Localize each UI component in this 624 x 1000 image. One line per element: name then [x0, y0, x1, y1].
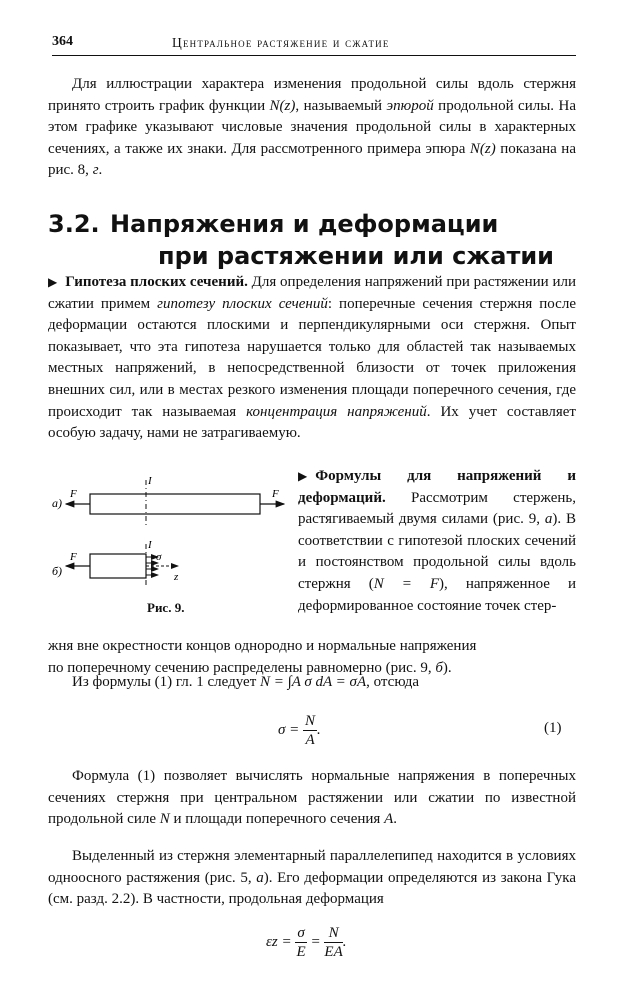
svg-text:F: F [70, 488, 77, 500]
triangle-marker-icon: ▶ [298, 469, 308, 483]
formulas-intro-paragraph: ▶ Формулы для напряжений и деформаций. Рассмотрим стержень, растягиваемый двумя силами (рис. 9, а). В соответствии с гипотезой плоских сечений и постоянством продольной силы вдоль стержня (N = F), напряженное и деформированное состояние точек стер- [298, 468, 577, 614]
equation-strain: εz = $\frac{\sigma}{E}$ = $\frac{N}{EA}$ . [266, 925, 347, 960]
svg-text:z: z [174, 571, 179, 583]
equation-1-number: (1) [544, 720, 562, 736]
intro-paragraph: Для иллюстрации характера изменения продольной силы вдоль стержня принято строить график функции N(z), называемый эпюрой продольной силы. На этом графике указывают числовые значения продольной силы в характерных сечениях, а также их знаки. Для рассмотренного примера эпюра N(z) показана на рис. 8, г. [48, 76, 576, 179]
svg-text:F: F [70, 551, 77, 563]
hypothesis-paragraph: ▶ Гипотеза плоских сечений. Для определения напряжений при растяжении или сжатии примем гипотезу плоских сечений: поперечные сечения стержня после деформации остаются плоскими и перпендикулярными оси стержня. Опыт показывает, что эта гипотеза нарушается только для областей так называемых местных напряжений, в непосредственной близости от точек приложения внешних сил, или в местах резкого изменения площади поперечного сечения, где происходит так называемая концентрация напряжений. Их учет составляет особую задачу, нами не затрагиваемую. [48, 274, 576, 442]
svg-text:F: F [272, 488, 279, 500]
svg-text:б): б) [52, 564, 63, 578]
term-epura: эпюрой [386, 97, 434, 114]
section-number: 3.2. [48, 210, 100, 238]
bar-a [90, 494, 260, 514]
section-title-line2: при растяжении или сжатии [158, 242, 554, 270]
hypothesis-heading: Гипотеза плоских сечений. [65, 274, 248, 290]
svg-text:I: I [148, 475, 152, 487]
figure-caption: Рис. 9. [147, 600, 185, 615]
running-header [52, 34, 576, 56]
formula-use-paragraph: Формула (1) позволяет вычислять нормальные напряжения в поперечных сечениях стержня при центральном растяжении или сжатии по известной продольной силе N и площади поперечного сечения A. [48, 768, 576, 828]
svg-text:σ: σ [156, 551, 162, 563]
header-rule [52, 55, 576, 56]
diagram-a [52, 475, 284, 528]
running-title: Центральное растяжение и сжатие [172, 35, 390, 50]
triangle-marker-icon: ▶ [48, 275, 58, 289]
diagram-b [52, 539, 179, 588]
element-paragraph: Выделенный из стержня элементарный параллелепипед находится в условиях одноосного растяжения (рис. 5, а). Его деформации определяются из закона Гука (см. разд. 2.2). В частности, продольная деформация [48, 848, 576, 908]
bar-diagram [52, 466, 292, 600]
page-number: 364 [52, 34, 73, 49]
svg-text:а): а) [52, 496, 62, 510]
svg-text:I: I [148, 539, 152, 551]
section-title-line1: Напряжения и деформации [110, 210, 499, 238]
formulas-heading: Формулы для напряжений и деформаций. [298, 468, 576, 506]
figure-9 [52, 466, 292, 616]
bar-b [90, 554, 146, 578]
equation-1: σ = $\frac{N}{A}$ . [278, 713, 321, 748]
integral-expression: N = ∫A σ dA = σA [260, 674, 367, 690]
from-formula-line: Из формулы (1) гл. 1 следует N = ∫A σ dA = σA, отсюда [72, 674, 420, 690]
formulas-intro-continuation: жня вне окрестности концов однородно и нормальные напряжения по поперечному сечению распределены равномерно (рис. 9, б). [48, 638, 477, 676]
math-nz: N(z) [269, 97, 296, 114]
